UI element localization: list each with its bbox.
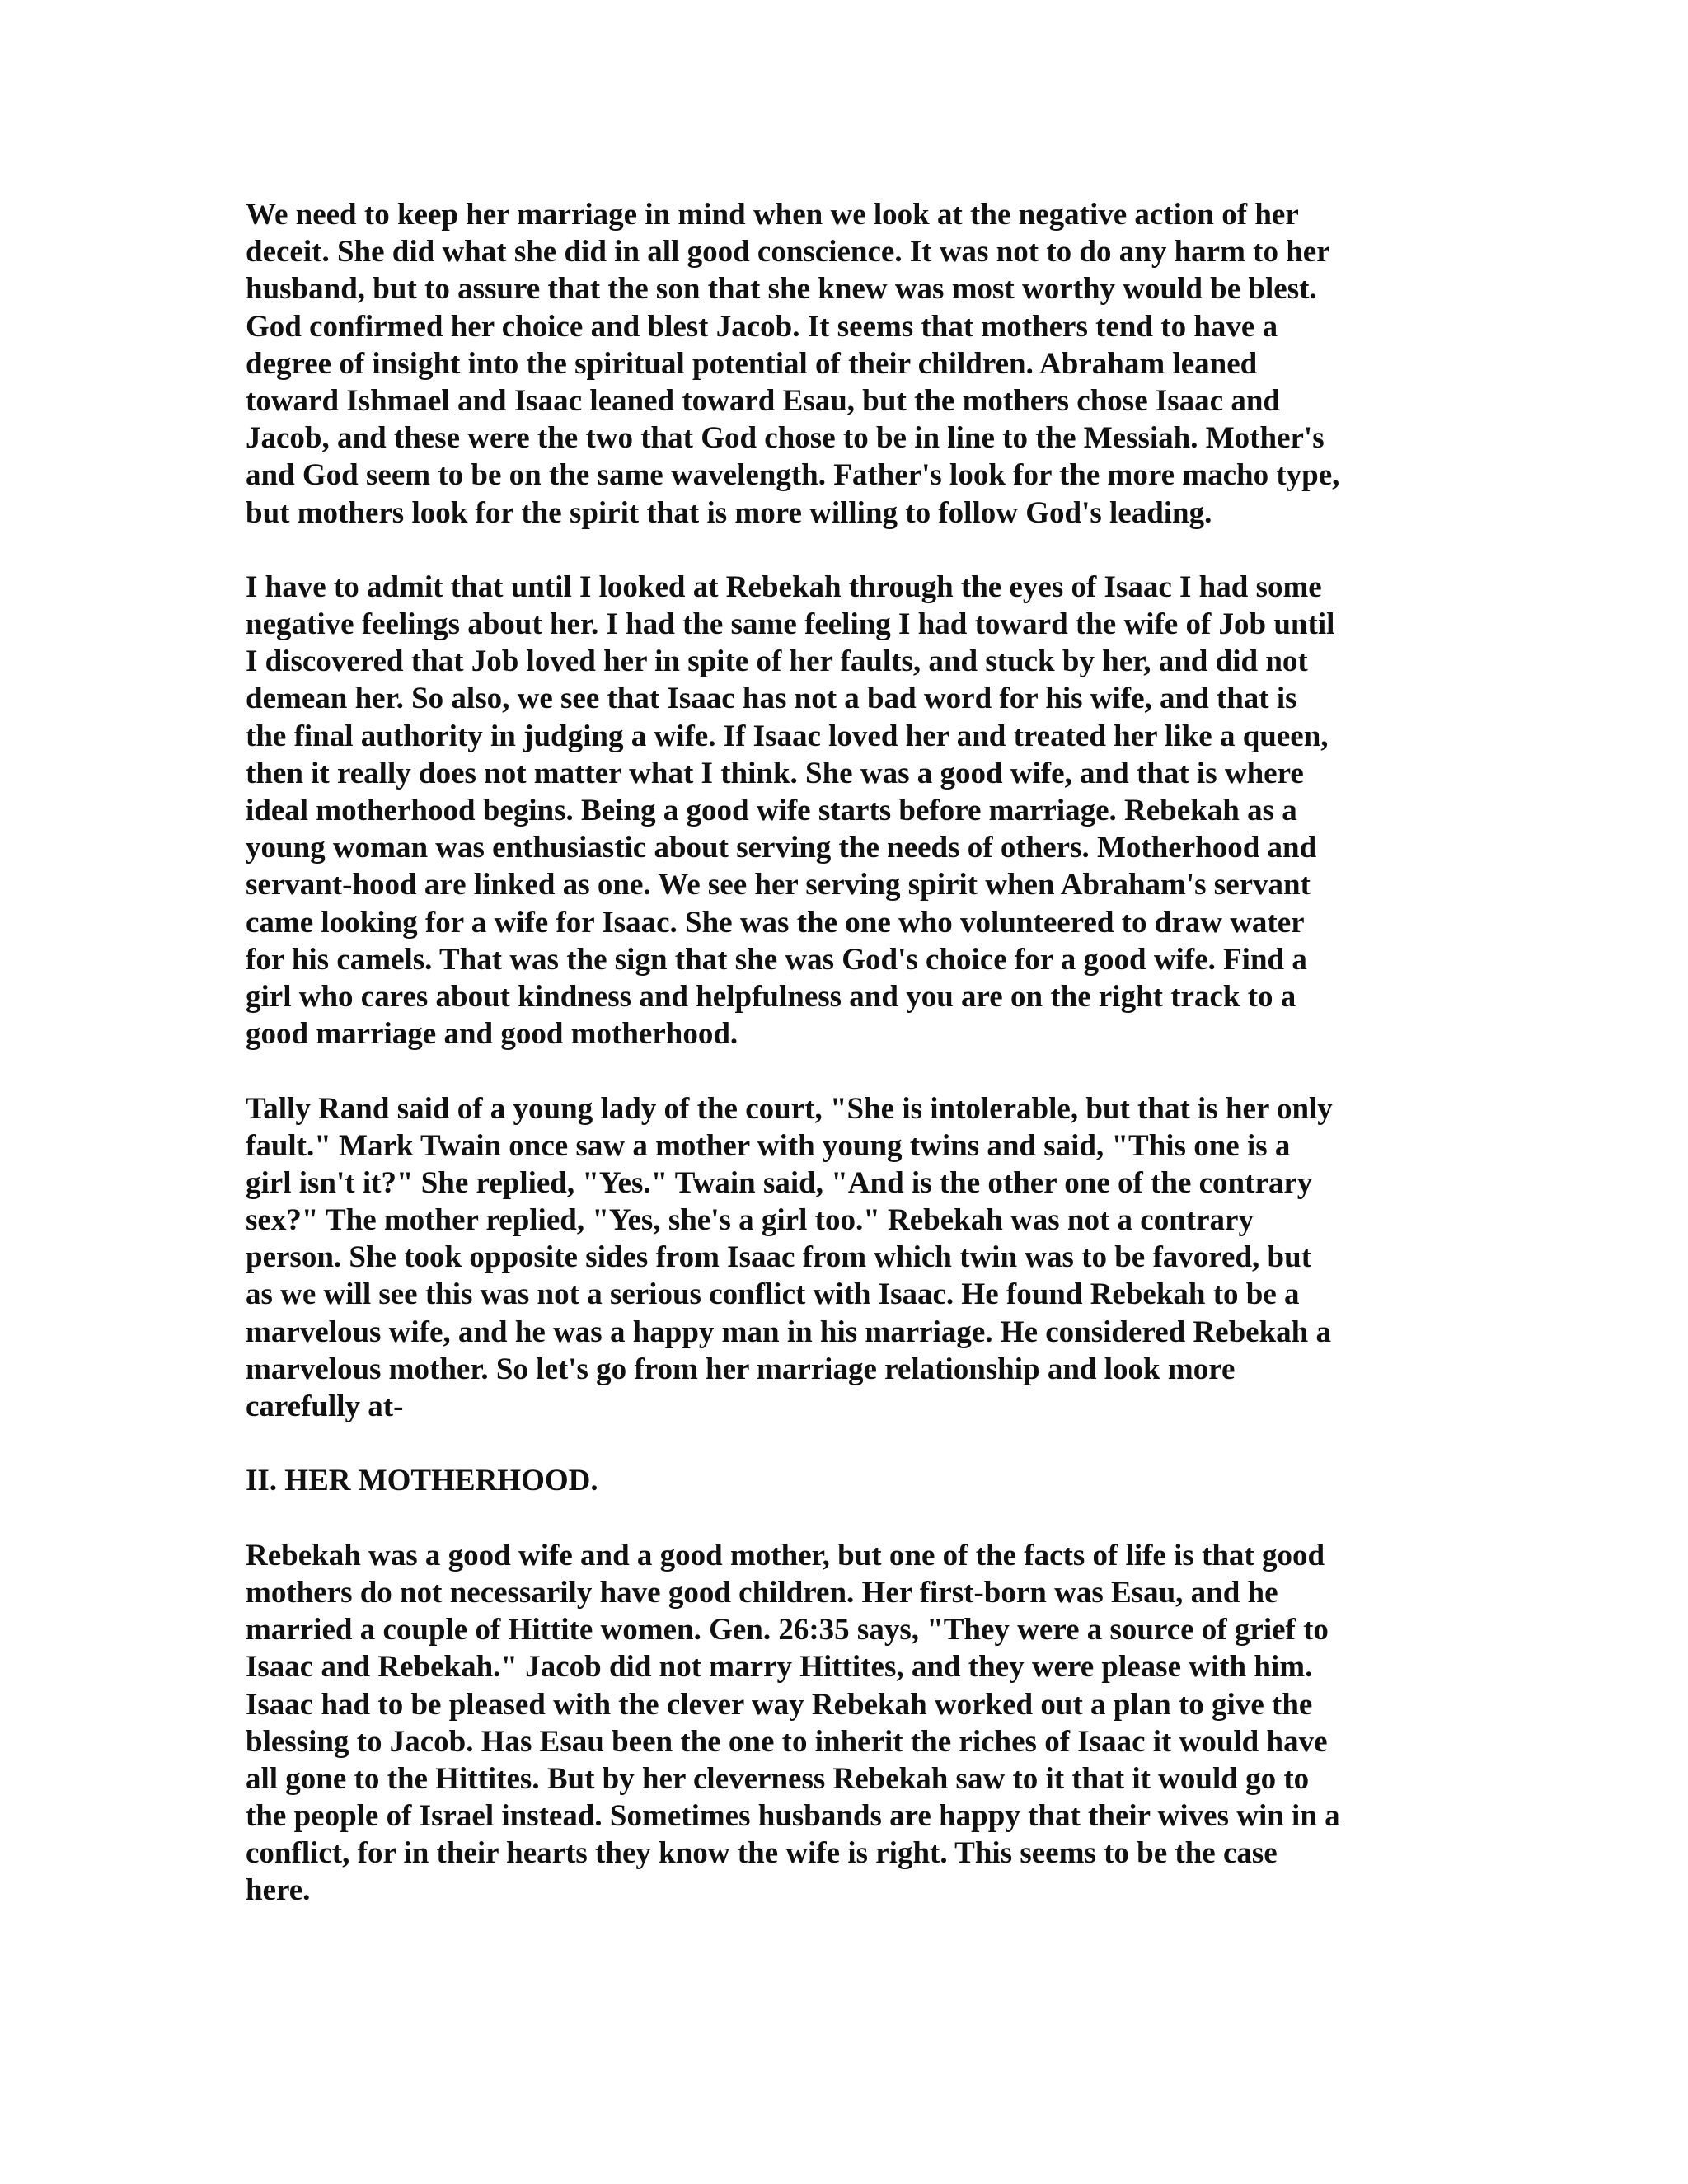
text-line: but mothers look for the spirit that is more willing to follow God's leading. [246, 495, 1212, 530]
text-line: and God seem to be on the same wavelength. Father's look for the more macho type, [246, 458, 1340, 493]
document-body [246, 196, 1441, 1910]
text-line: ideal motherhood begins. Being a good wife starts before marriage. Rebekah as a [246, 794, 1297, 827]
text-line: good marriage and good motherhood. [246, 1017, 738, 1052]
text-line: came looking for a wife for Isaac. She was the one who volunteered to draw water [246, 905, 1305, 940]
text-line: for his camels. That was the sign that she was God's choice for a good wife. Find a [246, 942, 1307, 977]
paragraph-spacer [246, 532, 1441, 569]
text-line: then it really does not matter what I think. She was a good wife, and that is where [246, 756, 1304, 790]
text-line: mothers do not necessarily have good children. Her first-born was Esau, and he [246, 1575, 1278, 1610]
text-line: here. [246, 1873, 311, 1908]
text-line: I have to admit that until I looked at Rebekah through the eyes of Isaac I had some [246, 569, 1322, 604]
text-line: negative feelings about her. I had the same feeling I had toward the wife of Job until [246, 607, 1335, 642]
paragraph [246, 1090, 1441, 1426]
text-line: married a couple of Hittite women. Gen. 26:35 says, "They were a source of grief to [246, 1613, 1329, 1647]
paragraph-spacer [246, 1425, 1441, 1462]
text-line: We need to keep her marriage in mind when we look at the negative action of her [246, 198, 1299, 232]
text-line: I discovered that Job loved her in spite of her faults, and stuck by her, and did not [246, 644, 1308, 679]
paragraph-spacer [246, 1500, 1441, 1537]
text-line: Isaac and Rebekah." Jacob did not marry Hittites, and they were please with him. [246, 1650, 1313, 1685]
text-line: the final authority in judging a wife. If Isaac loved her and treated her like a queen, [246, 719, 1329, 753]
text-line: sex?" The mother replied, "Yes, she's a girl too." Rebekah was not a contrary [246, 1203, 1254, 1238]
paragraph [246, 569, 1441, 1052]
text-line: marvelous mother. So let's go from her marriage relationship and look more [246, 1352, 1236, 1386]
section-heading: II. HER MOTHERHOOD. [246, 1464, 598, 1498]
text-line: husband, but to assure that the son that she knew was most worthy would be blest. [246, 272, 1317, 307]
text-line: blessing to Jacob. Has Esau been the one to inherit the riches of Isaac it would have [246, 1724, 1328, 1759]
text-line: the people of Israel instead. Sometimes husbands are happy that their wives win in a [246, 1799, 1340, 1834]
text-line: servant-hood are linked as one. We see her serving spirit when Abraham's servant [246, 868, 1311, 902]
paragraph-spacer [246, 1052, 1441, 1090]
text-line: Rebekah was a good wife and a good mother, but one of the facts of life is that good [246, 1538, 1325, 1572]
text-line: degree of insight into the spiritual potential of their children. Abraham leaned [246, 346, 1258, 381]
text-line: conflict, for in their hearts they know the wife is right. This seems to be the case [246, 1836, 1278, 1871]
text-line: carefully at- [246, 1390, 404, 1423]
text-line: as we will see this was not a serious conflict with Isaac. He found Rebekah to be a [246, 1277, 1300, 1312]
text-line: demean her. So also, we see that Isaac has not a bad word for his wife, and that is [246, 682, 1297, 716]
text-line: Isaac had to be pleased with the clever way Rebekah worked out a plan to give the [246, 1687, 1313, 1722]
text-line: young woman was enthusiastic about serving the needs of others. Motherhood and [246, 831, 1317, 865]
text-line: Tally Rand said of a young lady of the court, "She is intolerable, but that is her only [246, 1091, 1333, 1126]
text-line: God confirmed her choice and blest Jacob. It seems that mothers tend to have a [246, 309, 1278, 344]
text-line: deceit. She did what she did in all good conscience. It was not to do any harm to her [246, 235, 1330, 269]
text-line: Jacob, and these were the two that God chose to be in line to the Messiah. Mother's [246, 421, 1325, 456]
paragraph [246, 1537, 1441, 1910]
paragraph [246, 196, 1441, 532]
text-line: girl isn't it?" She replied, "Yes." Twain said, "And is the other one of the contrary [246, 1165, 1313, 1200]
text-line: all gone to the Hittites. But by her cleverness Rebekah saw to it that it would go to [246, 1761, 1310, 1796]
text-line: fault." Mark Twain once saw a mother with young twins and said, "This one is a [246, 1128, 1291, 1163]
text-line: person. She took opposite sides from Isaac from which twin was to be favored, but [246, 1240, 1312, 1275]
text-line: toward Ishmael and Isaac leaned toward Esau, but the mothers chose Isaac and [246, 383, 1281, 418]
text-line: girl who cares about kindness and helpfulness and you are on the right track to a [246, 979, 1296, 1014]
text-line: marvelous wife, and he was a happy man in his marriage. He considered Rebekah a [246, 1315, 1331, 1349]
